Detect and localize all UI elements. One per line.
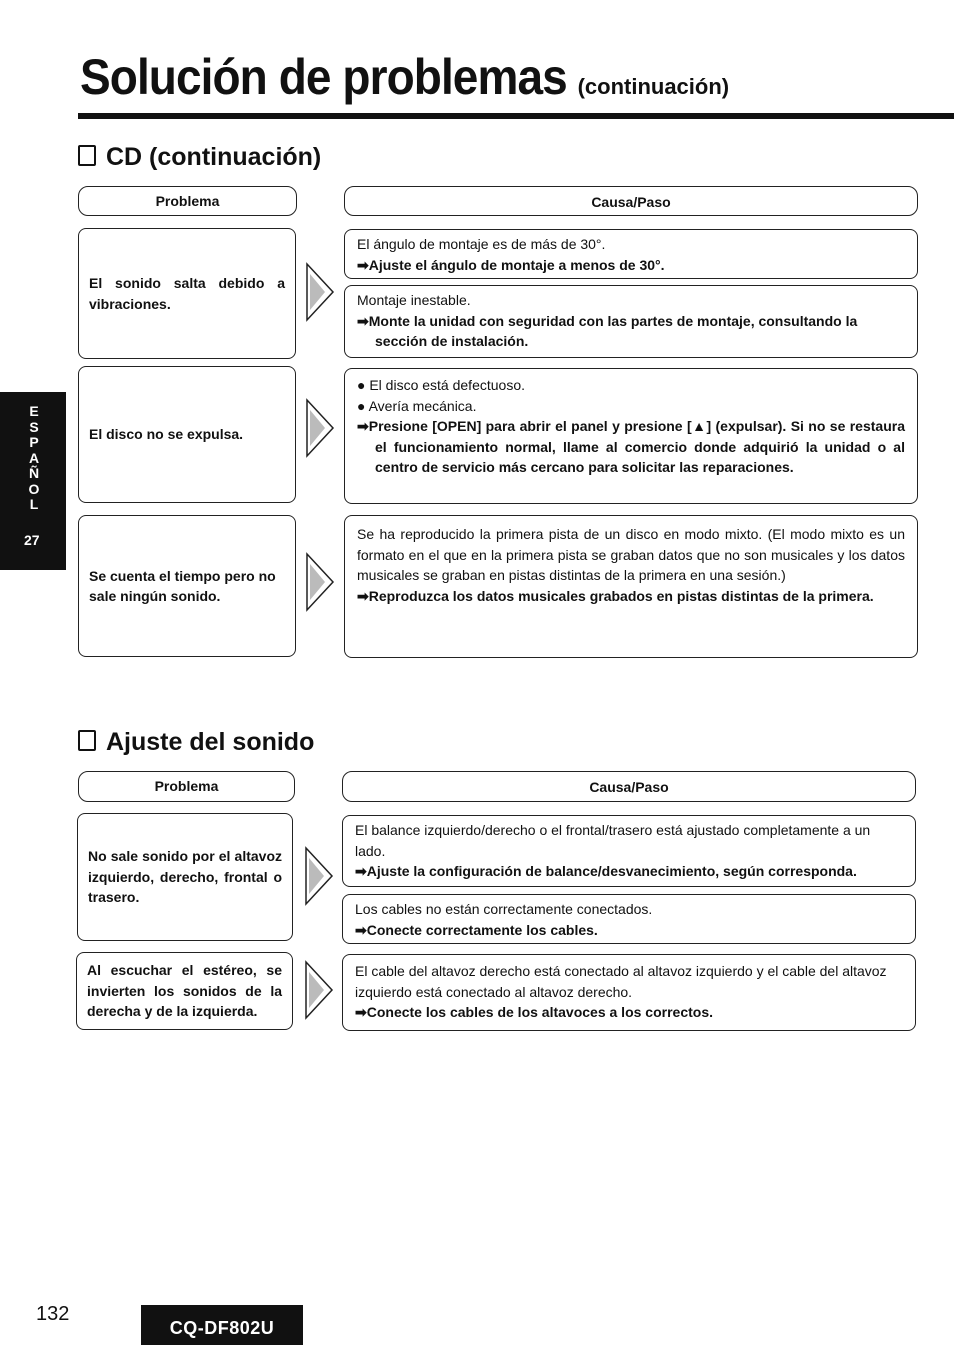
step-text: ➡Monte la unidad con seguridad con las partes de montaje, consultando la sección de instalación. [357, 312, 858, 349]
step-text: ➡Presione [OPEN] para abrir el panel y presione [▲] (expulsar). Si no se restaura el funcionamiento normal, llame al comercio donde adquirió la unidad o al centro de servicio más cercano para solicitar las reparaciones. [357, 418, 905, 475]
step-text: ➡Reproduzca los datos musicales grabados en pistas distintas de la primera. [357, 587, 874, 604]
side-tab-letters [26, 404, 42, 513]
cause-text: Se ha reproducido la primera pista de un disco en modo mixto. (El modo mixto es un formato en el que en la primera pista se graban datos que no son musicales y los datos musicales se graban en pistas distintas de la primera en una sesión.) [357, 526, 905, 583]
header-cause: Causa/Paso [342, 771, 916, 802]
cause-box [344, 368, 918, 504]
section-title-sound [78, 728, 314, 757]
cause-text: El cable del altavoz derecho está conectado al altavoz izquierdo y el cable del altavoz izquierdo está conectado al altavoz derecho. [355, 963, 887, 1000]
side-tab-letter: S [29, 418, 39, 435]
side-tab-letter: L [29, 496, 39, 512]
page-title-sub: (continuación) [577, 74, 730, 99]
page-title [80, 48, 729, 106]
cause-text: El balance izquierdo/derecho o el frontal/trasero está ajustado completamente a un lado. [355, 822, 871, 859]
cause-box [344, 515, 918, 658]
problem-box [78, 366, 296, 503]
checkbox-square-icon [78, 730, 96, 751]
section-title-cd [78, 143, 321, 172]
problem-box [76, 952, 293, 1030]
cause-text: El ángulo de montaje es de más de 30°. [357, 236, 606, 252]
side-tab-page-number: 27 [24, 532, 40, 548]
title-rule [78, 113, 954, 119]
header-problem: Problema [78, 186, 297, 216]
side-tab-letter: O [28, 480, 40, 497]
cause-box [344, 229, 918, 279]
cause-box [344, 285, 918, 358]
cause-bullet: ● El disco está defectuoso. [357, 377, 525, 393]
side-tab-letter: Ñ [28, 465, 40, 481]
problem-text: Se cuenta el tiempo pero no sale ningún sonido. [89, 567, 276, 604]
page-title-main: Solución de problemas [80, 49, 567, 105]
side-tab-letter: E [29, 403, 39, 419]
cause-box [342, 894, 916, 944]
problem-text: El sonido salta debido a vibraciones. [89, 275, 285, 312]
section-title-text: CD (continuación) [106, 143, 322, 171]
problem-text: El disco no se expulsa. [89, 426, 244, 443]
step-text: ➡Ajuste la configuración de balance/desvanecimiento, según corresponda. [355, 863, 857, 879]
page-number: 132 [36, 1303, 70, 1325]
step-text: ➡Ajuste el ángulo de montaje a menos de 30°. [357, 256, 665, 273]
cause-text: Montaje inestable. [357, 292, 471, 308]
cause-text: Los cables no están correctamente conectados. [355, 901, 653, 917]
section-title-text: Ajuste del sonido [106, 728, 315, 756]
side-tab-letter: P [29, 434, 39, 450]
arrow-right-icon [304, 846, 334, 906]
cause-bullet: ● Avería mecánica. [357, 397, 477, 414]
language-side-tab [0, 392, 66, 570]
arrow-right-icon [305, 552, 335, 612]
arrow-right-icon [305, 398, 335, 458]
cause-box [342, 954, 916, 1031]
problem-text: No sale sonido por el altavoz izquierdo, derecho, frontal o trasero. [88, 848, 282, 906]
problem-text: Al escuchar el estéreo, se invierten los sonidos de la derecha y de la izquierda. [87, 962, 282, 1020]
model-label: CQ-DF802U [141, 1305, 303, 1345]
problem-box [77, 813, 293, 941]
problem-box [78, 228, 296, 359]
header-cause: Causa/Paso [344, 186, 918, 216]
header-problem: Problema [78, 771, 295, 802]
arrow-right-icon [304, 960, 334, 1020]
side-tab-letter: A [28, 449, 40, 466]
checkbox-square-icon [78, 145, 96, 166]
arrow-right-icon [305, 262, 335, 322]
cause-box [342, 815, 916, 887]
problem-box [78, 515, 296, 657]
step-text: ➡Conecte correctamente los cables. [355, 921, 598, 938]
step-text: ➡Conecte los cables de los altavoces a los correctos. [355, 1004, 713, 1020]
